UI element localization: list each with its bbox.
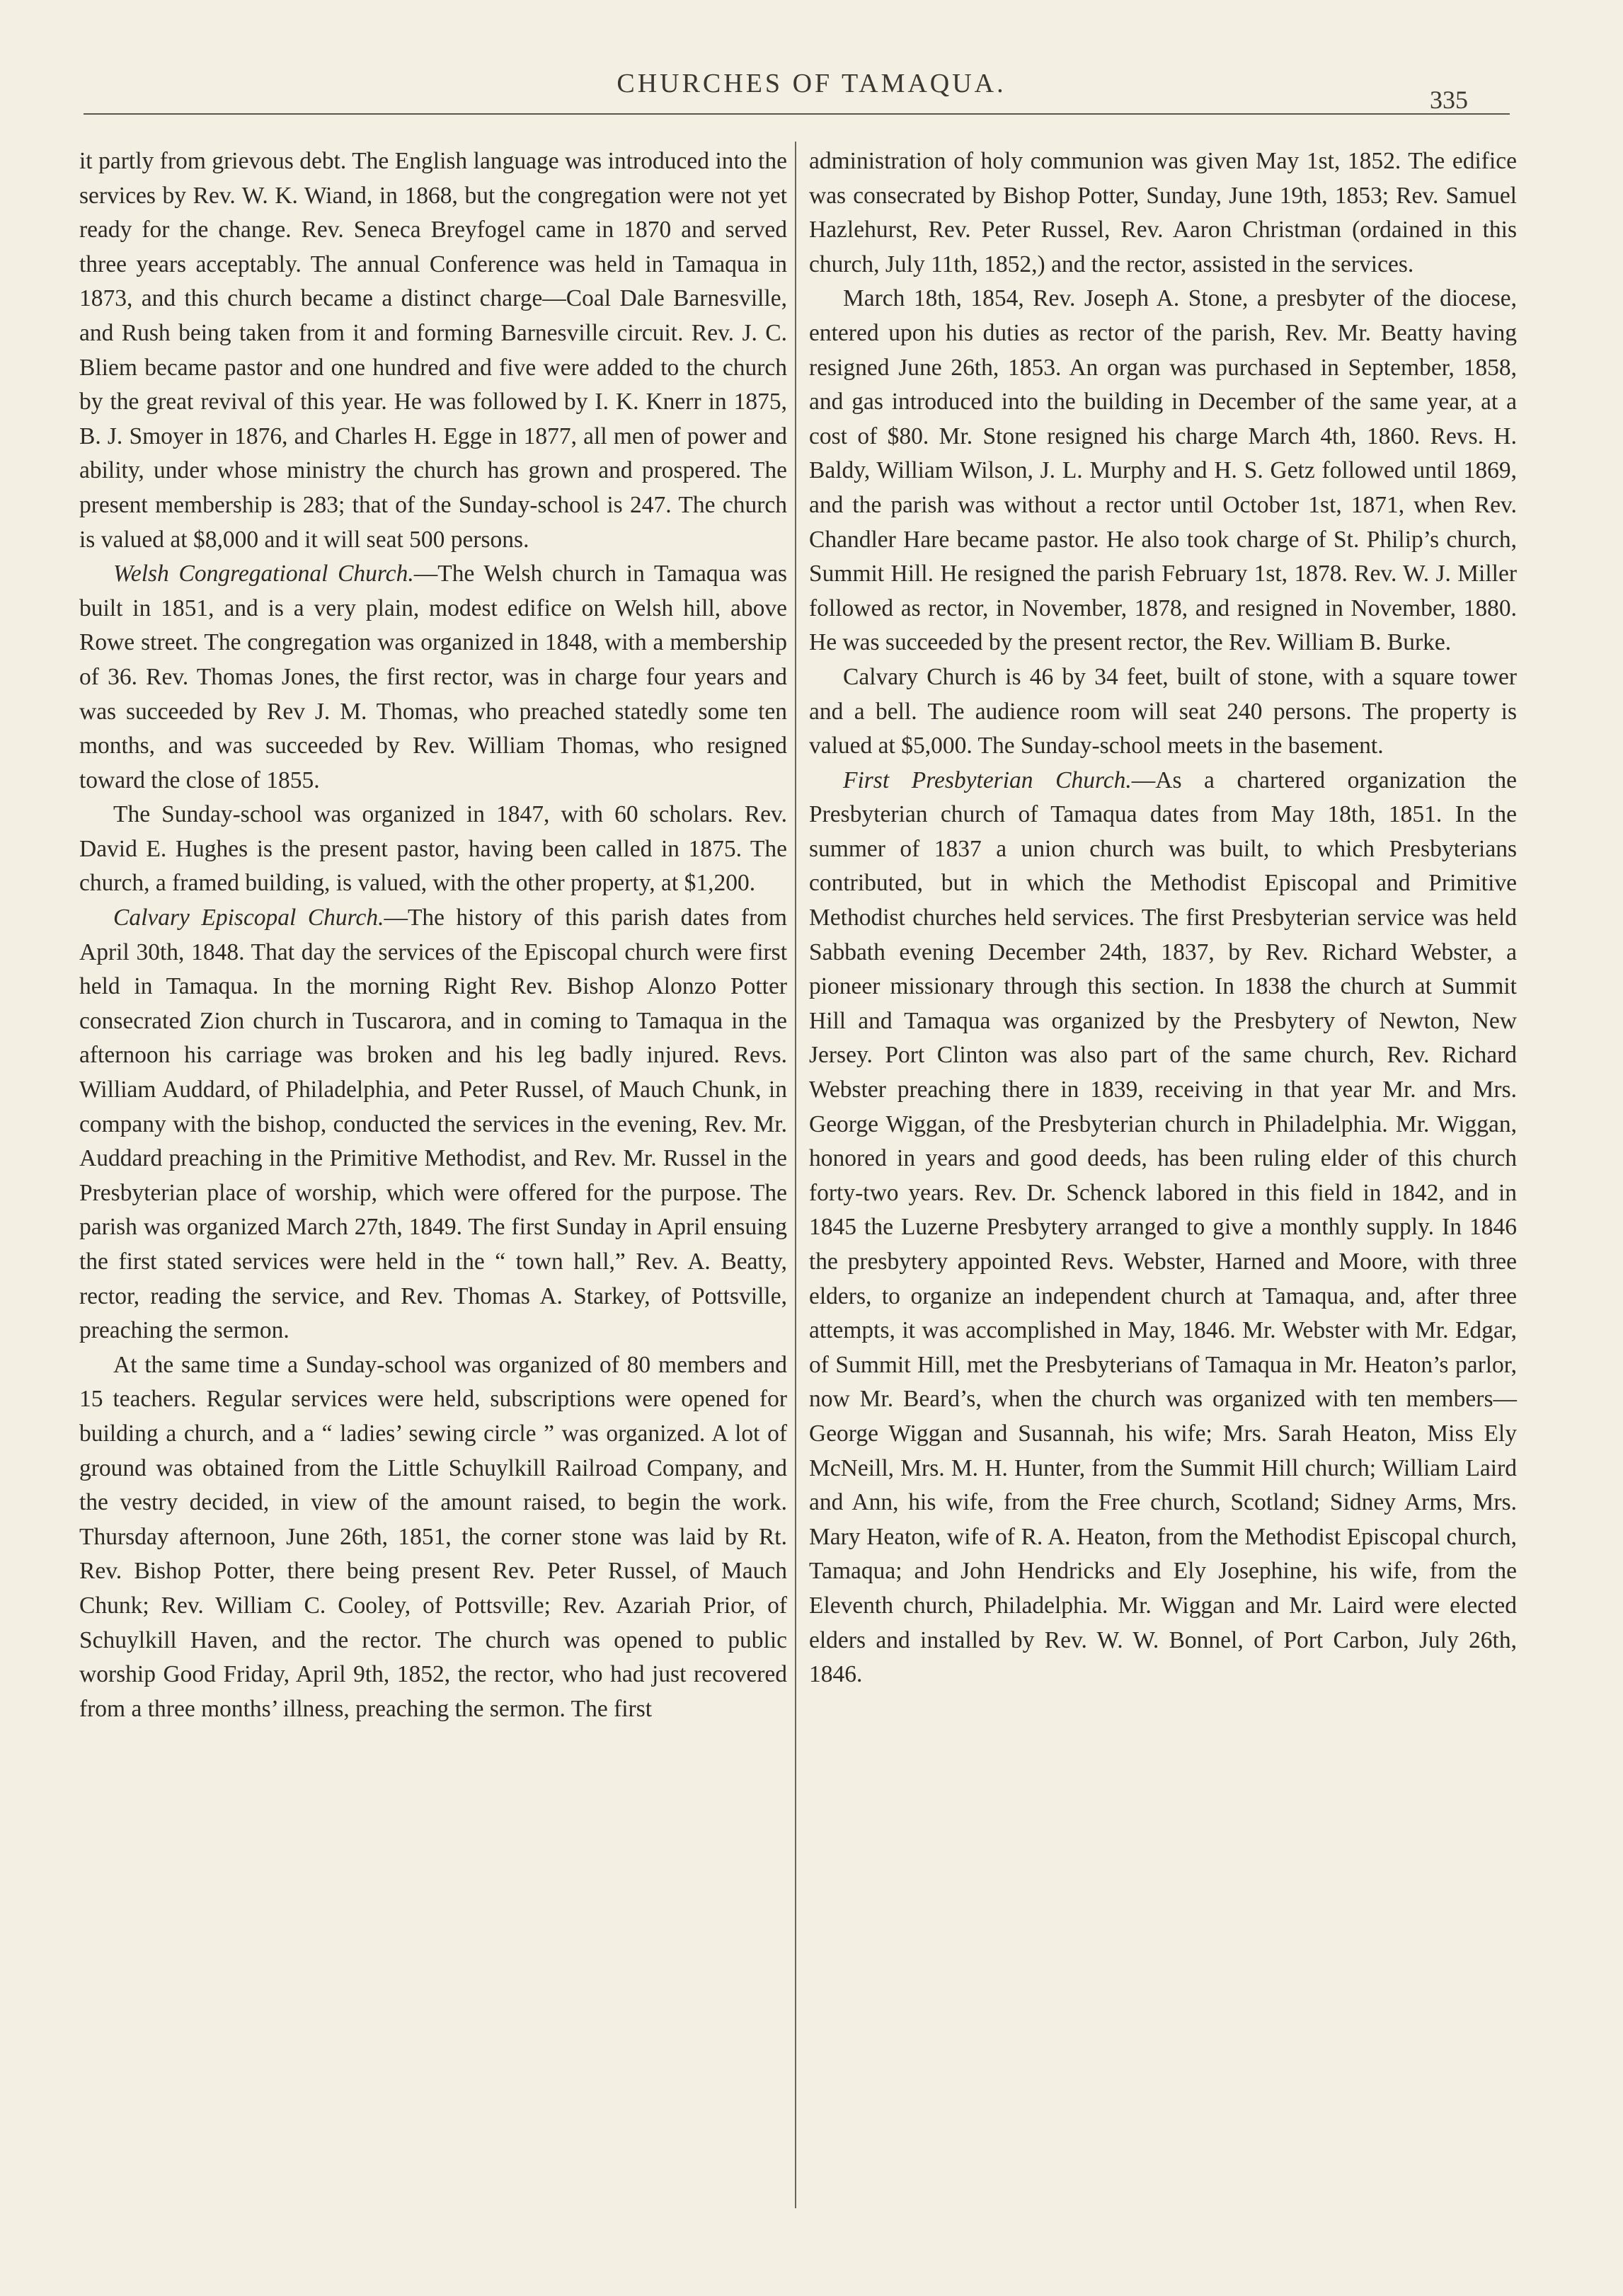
- column-divider: [795, 142, 796, 2208]
- paragraph-text: administration of holy communion was given May 1st, 1852. The edifice was consecrated by Bishop Potter, Sunday, June 19th, 1853; Rev. Samuel Hazlehurst, Rev. Peter Russel, Rev. Aaron Christman (ordained in this church, July 11th, 1852,) and the rector, assisted in the services.: [809, 148, 1517, 277]
- paragraph-welsh-sunday-school: [79, 798, 787, 901]
- page-number: 335: [1430, 86, 1468, 114]
- paragraph-text: The Sunday-school was organized in 1847, with 60 scholars. Rev. David E. Hughes is the present pastor, having been called in 1875. The church, a framed building, is valued, with the other property, at $1,200.: [79, 801, 787, 897]
- paragraph-calvary-sunday-school: [79, 1348, 787, 1727]
- paragraph-calvary-rectors: [809, 282, 1517, 660]
- page-title: CHURCHES OF TAMAQUA.: [616, 69, 1007, 98]
- paragraph-methodist-continued: [79, 144, 787, 557]
- left-column: [79, 144, 787, 1726]
- paragraph-text: —As a chartered organization the Presbyterian church of Tamaqua dates from May 18th, 1851. In the summer of 1837 a union church was built, to which Presbyterians contributed, but in which the Methodist Episcopal and Primitive Methodist churches held services. The first Presbyterian service was held Sabbath evening December 24th, 1837, by Rev. Richard Webster, a pioneer missionary through this section. In 1838 the church at Summit Hill and Tamaqua was organized by the Presbytery of Newton, New Jersey. Port Clinton was also part of the same church, Rev. Richard Webster preaching there in 1839, receiving in that year Mr. and Mrs. George Wiggan, of the Presbyterian church in Philadelphia. Mr. Wiggan, honored in years and good deeds, has been ruling elder of this church forty-two years. Rev. Dr. Schenck labored in this field in 1842, and in 1845 the Luzerne Presbytery arranged to give a monthly supply. In 1846 the presbytery appointed Revs. Webster, Harned and Moore, with three elders, to organize an independent church at Tamaqua, and, after three attempts, it was accomplished in May, 1846. Mr. Webster with Mr. Edgar, of Summit Hill, met the Presbyterians of Tamaqua in Mr. Heaton’s parlor, now Mr. Beard’s, when the church was organized with ten members—George Wiggan and Susannah, his wife; Mrs. Sarah Heaton, Miss Ely McNeill, Mrs. M. H. Hunter, from the Summit Hill church; William Laird and Ann, his wife, from the Free church, Scotland; Sidney Arms, Mrs. Mary Heaton, wife of R. A. Heaton, from the Methodist Episcopal church, Tamaqua; and John Hendricks and Ely Josephine, his wife, from the Eleventh church, Philadelphia. Mr. Wiggan and Mr. Laird were elected elders and installed by Rev. W. W. Bonnel, of Port Carbon, July 26th, 1846.: [809, 767, 1518, 1688]
- header-rule: [84, 113, 1510, 115]
- section-heading-calvary-episcopal: Calvary Episcopal Church.: [113, 905, 384, 931]
- right-column: [809, 144, 1517, 1692]
- section-heading-welsh-congregational: Welsh Congregational Church.: [113, 561, 414, 587]
- paragraph-text: At the same time a Sunday-school was organized of 80 members and 15 teachers. Regular services were held, subscriptions were opened for building a church, and a “ ladies’ sewing circle ” was organized. A lot of ground was obtained from the Little Schuylkill Railroad Company, and the vestry decided, in view of the amount raised, to begin the work. Thursday afternoon, June 26th, 1851, the corner stone was laid by Rt. Rev. Bishop Potter, there being present Rev. Peter Russel, of Mauch Chunk; Rev. William C. Cooley, of Pottsville; Rev. Azariah Prior, of Schuylkill Haven, and the rector. The church was opened to public worship Good Friday, April 9th, 1852, the rector, who had just recovered from a three months’ illness, preaching the sermon. The first: [79, 1351, 787, 1722]
- paragraph-first-presbyterian: [809, 764, 1517, 1692]
- paragraph-calvary-building: [809, 660, 1517, 764]
- paragraph-text: Calvary Church is 46 by 34 feet, built of stone, with a square tower and a bell. The audience room will seat 240 persons. The property is valued at $5,000. The Sunday-school meets in the basement.: [809, 663, 1517, 759]
- paragraph-text: March 18th, 1854, Rev. Joseph A. Stone, a presbyter of the diocese, entered upon his duties as rector of the parish, Rev. Mr. Beatty having resigned June 26th, 1853. An organ was purchased in September, 1858, and gas introduced into the building in December of the same year, at a cost of $80. Mr. Stone resigned his charge March 4th, 1860. Revs. H. Baldy, William Wilson, J. L. Murphy and H. S. Getz followed until 1869, and the parish was without a rector until October 1st, 1871, when Rev. Chandler Hare became pastor. He also took charge of St. Philip’s church, Summit Hill. He resigned the parish February 1st, 1878. Rev. W. J. Miller followed as rector, in November, 1878, and resigned in November, 1880. He was succeeded by the present rector, the Rev. William B. Burke.: [809, 285, 1517, 656]
- paragraph-text: —The history of this parish dates from April 30th, 1848. That day the services of the Episcopal church were first held in Tamaqua. In the morning Right Rev. Bishop Alonzo Potter consecrated Zion church in Tuscarora, and in coming to Tamaqua in the afternoon his carriage was broken and his leg badly injured. Revs. William Auddard, of Philadelphia, and Peter Russel, of Mauch Chunk, in company with the bishop, conducted the services in the evening, Rev. Mr. Auddard preaching in the Primitive Methodist, and Rev. Mr. Russel in the Presbyterian place of worship, which were offered for the purpose. The parish was organized March 27th, 1849. The first Sunday in April ensuing the first stated services were held in the “ town hall,” Rev. A. Beatty, rector, reading the service, and Rev. Thomas A. Starkey, of Pottsville, preaching the sermon.: [79, 905, 787, 1344]
- section-heading-first-presbyterian: First Presbyterian Church.: [843, 767, 1132, 793]
- paragraph-welsh-church: [79, 557, 787, 798]
- paragraph-calvary-episcopal: [79, 901, 787, 1348]
- paragraph-text: —The Welsh church in Tamaqua was built in 1851, and is a very plain, modest edifice on Welsh hill, above Rowe street. The congregation was organized in 1848, with a membership of 36. Rev. Thomas Jones, the first rector, was in charge four years and was succeeded by Rev J. M. Thomas, who preached statedly some ten months, and was succeeded by Rev. William Thomas, who resigned toward the close of 1855.: [79, 561, 788, 793]
- paragraph-text: it partly from grievous debt. The English language was introduced into the services by Rev. W. K. Wiand, in 1868, but the congregation were not yet ready for the change. Rev. Seneca Breyfogel came in 1870 and served three years acceptably. The annual Conference was held in Tamaqua in 1873, and this church became a distinct charge—Coal Dale Barnesville, and Rush being taken from it and forming Barnesville circuit. Rev. J. C. Bliem became pastor and one hundred and five were added to the church by the great revival of this year. He was followed by I. K. Knerr in 1875, B. J. Smoyer in 1876, and Charles H. Egge in 1877, all men of power and ability, under whose ministry the church has grown and prospered. The present membership is 283; that of the Sunday-school is 247. The church is valued at $8,000 and it will seat 500 persons.: [79, 148, 787, 553]
- paragraph-calvary-continued: [809, 144, 1517, 282]
